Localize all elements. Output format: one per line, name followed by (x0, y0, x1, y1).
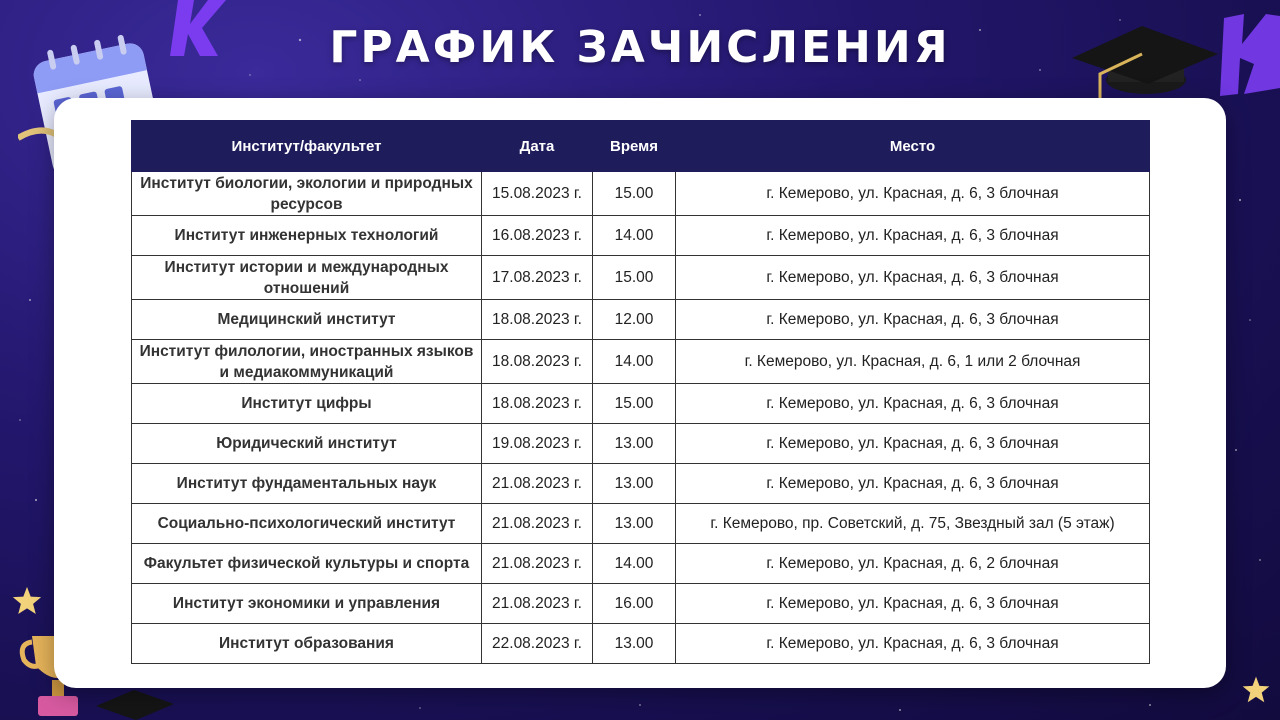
date-cell: 21.08.2023 г. (482, 544, 593, 584)
table-row (132, 464, 1150, 504)
table-row (132, 172, 1150, 216)
date-cell: 18.08.2023 г. (482, 300, 593, 340)
time-cell: 14.00 (593, 340, 676, 384)
institute-cell: Институт цифры (132, 384, 482, 424)
place-cell: г. Кемерово, пр. Советский, д. 75, Звездный зал (5 этаж) (676, 504, 1150, 544)
column-header-place: Место (676, 121, 1150, 172)
column-header-time: Время (593, 121, 676, 172)
enrollment-schedule-table (131, 120, 1150, 664)
date-cell: 19.08.2023 г. (482, 424, 593, 464)
page-title: ГРАФИК ЗАЧИСЛЕНИЯ (329, 22, 951, 73)
date-cell: 21.08.2023 г. (482, 464, 593, 504)
table-row (132, 544, 1150, 584)
table-row (132, 340, 1150, 384)
institute-cell: Юридический институт (132, 424, 482, 464)
time-cell: 16.00 (593, 584, 676, 624)
place-cell: г. Кемерово, ул. Красная, д. 6, 3 блочная (676, 624, 1150, 664)
place-cell: г. Кемерово, ул. Красная, д. 6, 1 или 2 блочная (676, 340, 1150, 384)
institute-cell: Институт биологии, экологии и природных ресурсов (132, 172, 482, 216)
date-cell: 21.08.2023 г. (482, 504, 593, 544)
date-cell: 22.08.2023 г. (482, 624, 593, 664)
date-cell: 18.08.2023 г. (482, 340, 593, 384)
date-cell: 16.08.2023 г. (482, 216, 593, 256)
table-row (132, 584, 1150, 624)
table-row (132, 504, 1150, 544)
institute-cell: Институт фундаментальных наук (132, 464, 482, 504)
column-header-date: Дата (482, 121, 593, 172)
time-cell: 15.00 (593, 384, 676, 424)
table-header-row (132, 121, 1150, 172)
column-header-institute: Институт/факультет (132, 121, 482, 172)
star-icon (1240, 674, 1272, 706)
date-cell: 15.08.2023 г. (482, 172, 593, 216)
time-cell: 13.00 (593, 624, 676, 664)
time-cell: 13.00 (593, 424, 676, 464)
date-cell: 18.08.2023 г. (482, 384, 593, 424)
time-cell: 12.00 (593, 300, 676, 340)
table-row (132, 424, 1150, 464)
time-cell: 14.00 (593, 544, 676, 584)
place-cell: г. Кемерово, ул. Красная, д. 6, 3 блочная (676, 424, 1150, 464)
table-row (132, 384, 1150, 424)
institute-cell: Институт истории и международных отношений (132, 256, 482, 300)
institute-cell: Институт образования (132, 624, 482, 664)
time-cell: 15.00 (593, 172, 676, 216)
time-cell: 15.00 (593, 256, 676, 300)
institute-cell: Факультет физической культуры и спорта (132, 544, 482, 584)
place-cell: г. Кемерово, ул. Красная, д. 6, 3 блочная (676, 584, 1150, 624)
table-row (132, 256, 1150, 300)
institute-cell: Институт филологии, иностранных языков и медиакоммуникаций (132, 340, 482, 384)
graduation-cap-icon (96, 686, 176, 720)
place-cell: г. Кемерово, ул. Красная, д. 6, 3 блочная (676, 464, 1150, 504)
date-cell: 17.08.2023 г. (482, 256, 593, 300)
place-cell: г. Кемерово, ул. Красная, д. 6, 3 блочная (676, 172, 1150, 216)
place-cell: г. Кемерово, ул. Красная, д. 6, 3 блочная (676, 256, 1150, 300)
table-row (132, 624, 1150, 664)
institute-cell: Институт инженерных технологий (132, 216, 482, 256)
place-cell: г. Кемерово, ул. Красная, д. 6, 2 блочная (676, 544, 1150, 584)
institute-cell: Медицинский институт (132, 300, 482, 340)
date-cell: 21.08.2023 г. (482, 584, 593, 624)
time-cell: 13.00 (593, 504, 676, 544)
institute-cell: Социально-психологический институт (132, 504, 482, 544)
institute-cell: Институт экономики и управления (132, 584, 482, 624)
table-row (132, 300, 1150, 340)
time-cell: 14.00 (593, 216, 676, 256)
time-cell: 13.00 (593, 464, 676, 504)
place-cell: г. Кемерово, ул. Красная, д. 6, 3 блочная (676, 300, 1150, 340)
table-row (132, 216, 1150, 256)
star-icon (10, 584, 44, 618)
place-cell: г. Кемерово, ул. Красная, д. 6, 3 блочная (676, 384, 1150, 424)
place-cell: г. Кемерово, ул. Красная, д. 6, 3 блочная (676, 216, 1150, 256)
